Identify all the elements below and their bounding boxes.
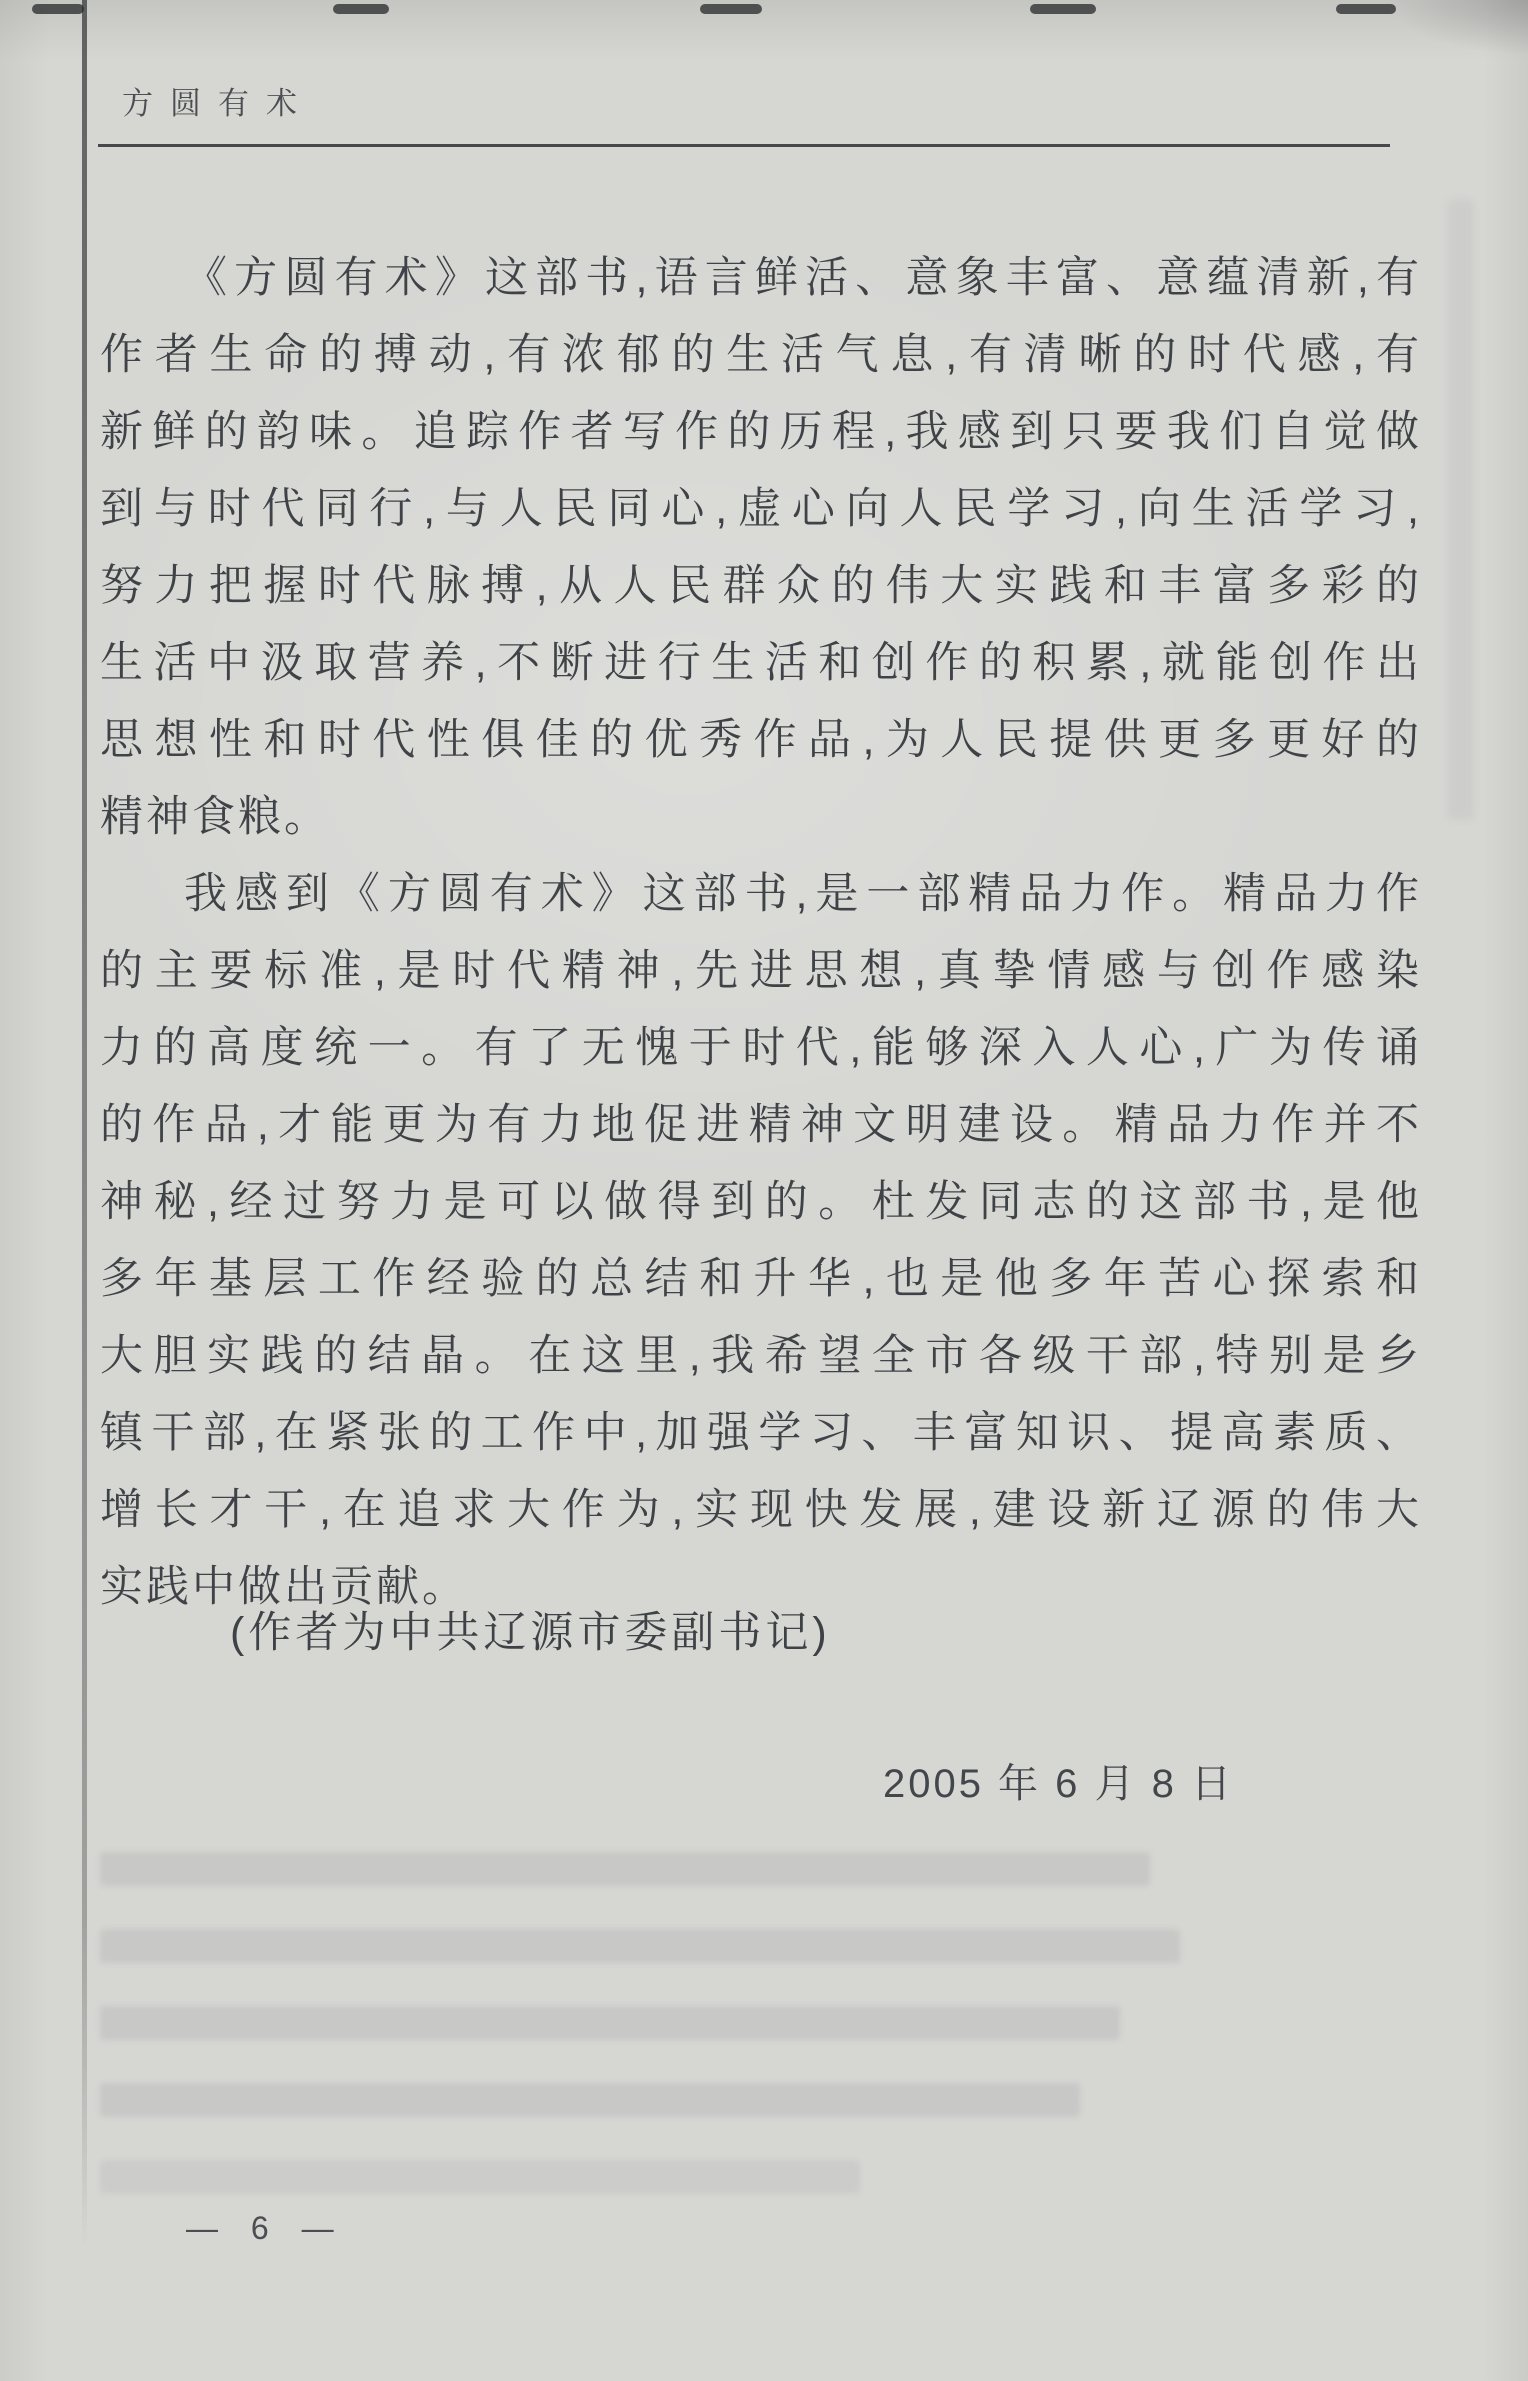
bleed-through-line <box>100 2083 1080 2117</box>
body-line: 大胆实践的结晶。在这里,我希望全市各级干部,特别是乡 <box>100 1332 1422 1380</box>
bleed-through-line <box>100 2006 1120 2040</box>
bleed-through-line <box>100 2160 860 2194</box>
body-line: 我感到《方圆有术》这部书,是一部精品力作。精品力作 <box>184 870 1422 918</box>
body-line: 的作品,才能更为有力地促进精神文明建设。精品力作并不 <box>100 1101 1422 1149</box>
scan-corner-smudge <box>1388 0 1528 55</box>
date-line: 2005 年 6 月 8 日 <box>882 1762 1234 1806</box>
body-line: 新鲜的韵味。追踪作者写作的历程,我感到只要我们自觉做 <box>100 408 1422 456</box>
body-text <box>100 240 1422 1626</box>
author-attribution: (作者为中共辽源市委副书记) <box>230 1609 831 1657</box>
bleed-through-line <box>100 1929 1180 1963</box>
scan-artifact <box>700 4 762 14</box>
body-line: 思想性和时代性俱佳的优秀作品,为人民提供更多更好的 <box>100 716 1422 764</box>
bleed-through-line <box>100 1852 1150 1886</box>
body-line: 实践中做出贡献。 <box>100 1563 468 1611</box>
scan-artifact <box>333 4 389 14</box>
body-line: 力的高度统一。有了无愧于时代,能够深入人心,广为传诵 <box>100 1024 1422 1072</box>
paragraph <box>100 240 1422 856</box>
body-line: 《方圆有术》这部书,语言鲜活、意象丰富、意蕴清新,有 <box>184 254 1422 302</box>
scan-artifact <box>32 4 84 14</box>
scan-artifact <box>1336 4 1396 14</box>
running-head-title: 方圆有术 <box>122 86 314 121</box>
body-line: 精神食粮。 <box>100 793 330 841</box>
body-line: 的主要标准,是时代精神,先进思想,真挚情感与创作感染 <box>100 947 1422 995</box>
body-line: 多年基层工作经验的总结和升华,也是他多年苦心探索和 <box>100 1255 1422 1303</box>
bleed-through-column <box>1448 200 1474 820</box>
body-line: 生活中汲取营养,不断进行生活和创作的积累,就能创作出 <box>100 639 1422 687</box>
body-line: 增长才干,在追求大作为,实现快发展,建设新辽源的伟大 <box>100 1486 1422 1534</box>
body-line: 镇干部,在紧张的工作中,加强学习、丰富知识、提高素质、 <box>100 1409 1422 1457</box>
scan-artifact <box>1030 4 1096 14</box>
paragraph <box>100 856 1422 1626</box>
binding-fold-shadow <box>82 0 87 2250</box>
body-line: 神秘,经过努力是可以做得到的。杜发同志的这部书,是他 <box>100 1178 1422 1226</box>
body-line: 作者生命的搏动,有浓郁的生活气息,有清晰的时代感,有 <box>100 331 1422 379</box>
header-rule <box>98 144 1390 147</box>
body-line: 到与时代同行,与人民同心,虚心向人民学习,向生活学习, <box>100 485 1422 533</box>
page-number: — 6 — <box>186 2210 343 2246</box>
body-line: 努力把握时代脉搏,从人民群众的伟大实践和丰富多彩的 <box>100 562 1422 610</box>
